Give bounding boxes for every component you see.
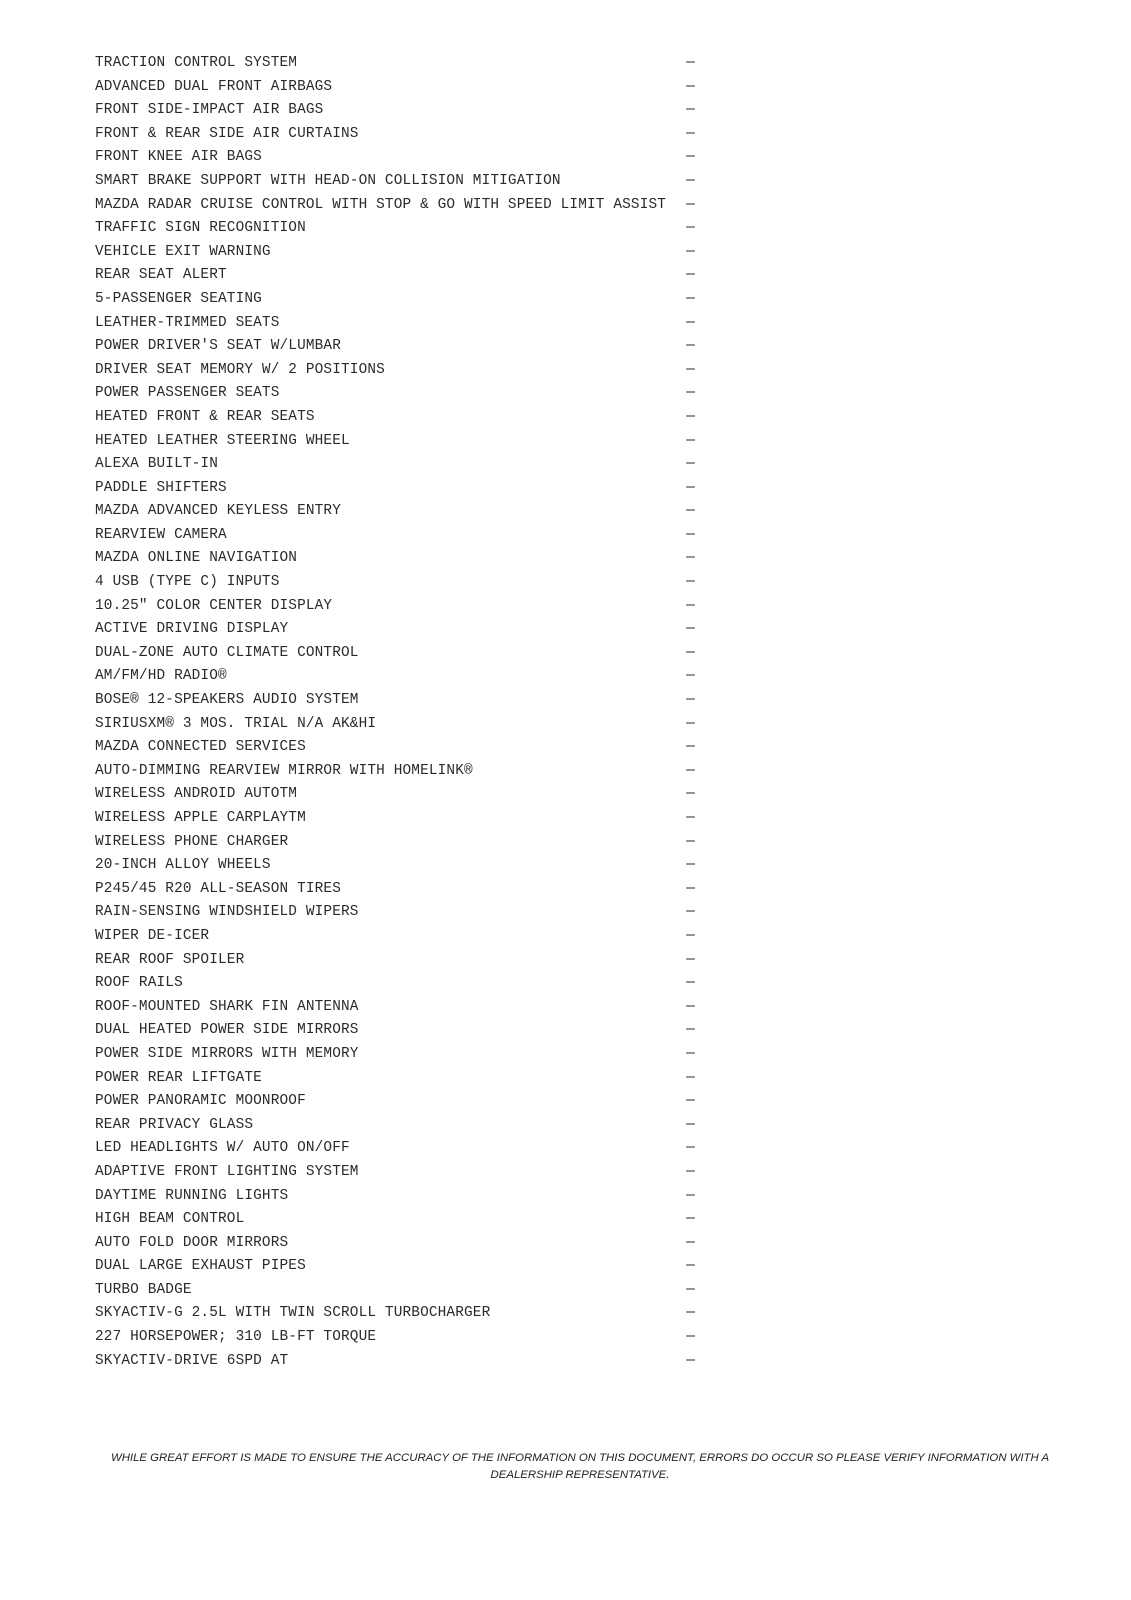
feature-name: REARVIEW CAMERA xyxy=(95,526,227,543)
feature-value: — xyxy=(686,172,695,189)
feature-name: PADDLE SHIFTERS xyxy=(95,479,227,496)
feature-value: — xyxy=(686,621,695,638)
feature-value: — xyxy=(686,314,695,331)
feature-name: WIRELESS APPLE CARPLAYTM xyxy=(95,810,306,826)
feature-row xyxy=(95,618,695,642)
feature-name: FRONT & REAR SIDE AIR CURTAINS xyxy=(95,125,359,142)
feature-row xyxy=(95,1185,695,1209)
feature-row xyxy=(95,1019,695,1043)
feature-value: — xyxy=(686,125,695,142)
feature-row xyxy=(95,736,695,760)
feature-value: — xyxy=(686,880,695,897)
feature-row xyxy=(95,1255,695,1279)
feature-name: 4 USB (TYPE C) INPUTS xyxy=(95,574,280,591)
feature-name: VEHICLE EXIT WARNING xyxy=(95,243,271,260)
feature-row xyxy=(95,1208,695,1232)
feature-name: MAZDA ADVANCED KEYLESS ENTRY xyxy=(95,503,342,520)
feature-value: — xyxy=(686,739,695,756)
feature-value: — xyxy=(686,668,695,685)
feature-row xyxy=(95,831,695,855)
feature-name: REAR PRIVACY GLASS xyxy=(95,1116,254,1133)
feature-value: — xyxy=(686,503,695,520)
feature-name: TRACTION CONTROL SYSTEM xyxy=(95,55,298,71)
feature-row xyxy=(95,665,695,689)
feature-name: MAZDA CONNECTED SERVICES xyxy=(95,739,306,756)
feature-name: WIPER DE-ICER xyxy=(95,927,210,944)
feature-row xyxy=(95,170,695,194)
feature-row xyxy=(95,1279,695,1303)
feature-row xyxy=(95,335,695,359)
feature-name: HEATED LEATHER STEERING WHEEL xyxy=(95,432,350,449)
feature-value: — xyxy=(686,1140,695,1157)
feature-value: — xyxy=(686,526,695,543)
feature-row xyxy=(95,1161,695,1185)
feature-name: P245/45 R20 ALL-SEASON TIRES xyxy=(95,880,342,897)
feature-name: DUAL-ZONE AUTO CLIMATE CONTROL xyxy=(95,644,359,661)
feature-value: — xyxy=(686,385,695,402)
feature-value: — xyxy=(686,786,695,803)
feature-row xyxy=(95,878,695,902)
feature-name: SKYACTIV-G 2.5L WITH TWIN SCROLL TURBOCHARGER xyxy=(95,1305,491,1322)
feature-name: REAR SEAT ALERT xyxy=(95,267,227,284)
feature-value: — xyxy=(686,408,695,425)
feature-name: WIRELESS PHONE CHARGER xyxy=(95,833,289,850)
feature-value: — xyxy=(686,692,695,709)
feature-row xyxy=(95,854,695,878)
feature-row xyxy=(95,760,695,784)
feature-value: — xyxy=(686,998,695,1015)
feature-row xyxy=(95,406,695,430)
feature-name: DRIVER SEAT MEMORY W/ 2 POSITIONS xyxy=(95,361,385,378)
feature-value: — xyxy=(686,361,695,378)
feature-name: POWER DRIVER'S SEAT W/LUMBAR xyxy=(95,338,342,355)
feature-value: — xyxy=(686,456,695,473)
feature-value: — xyxy=(686,1329,695,1346)
feature-name: TRAFFIC SIGN RECOGNITION xyxy=(95,220,306,237)
feature-row xyxy=(95,241,695,265)
feature-row xyxy=(95,996,695,1020)
feature-name: POWER REAR LIFTGATE xyxy=(95,1069,262,1086)
feature-name: BOSE® 12-SPEAKERS AUDIO SYSTEM xyxy=(95,692,359,709)
feature-value: — xyxy=(686,102,695,119)
feature-name: 20-INCH ALLOY WHEELS xyxy=(95,857,271,874)
feature-name: LEATHER-TRIMMED SEATS xyxy=(95,314,280,331)
feature-row xyxy=(95,52,695,76)
feature-row xyxy=(95,217,695,241)
feature-name: REAR ROOF SPOILER xyxy=(95,951,245,968)
disclaimer: WHILE GREAT EFFORT IS MADE TO ENSURE THE ACCURACY OF THE INFORMATION ON THIS DOCUMENT, ERRORS DO OCCUR SO PLEASE VERIFY INFORMATION WITH A DEALERSHIP REPRESENTATIVE. xyxy=(110,1452,1050,1481)
feature-value: — xyxy=(686,1305,695,1322)
feature-row xyxy=(95,1067,695,1091)
feature-name: HIGH BEAM CONTROL xyxy=(95,1211,245,1228)
feature-value: — xyxy=(686,1069,695,1086)
feature-row xyxy=(95,359,695,383)
feature-row xyxy=(95,807,695,831)
feature-value: — xyxy=(686,1116,695,1133)
feature-name: DAYTIME RUNNING LIGHTS xyxy=(95,1187,289,1204)
feature-row xyxy=(95,382,695,406)
feature-value: — xyxy=(686,432,695,449)
feature-row xyxy=(95,430,695,454)
feature-row xyxy=(95,901,695,925)
feature-value: — xyxy=(686,220,695,237)
feature-name: FRONT KNEE AIR BAGS xyxy=(95,149,262,166)
feature-name: 10.25" COLOR CENTER DISPLAY xyxy=(95,597,333,614)
feature-value: — xyxy=(686,267,695,284)
feature-value: — xyxy=(686,78,695,95)
feature-name: SMART BRAKE SUPPORT WITH HEAD-ON COLLISION MITIGATION xyxy=(95,172,561,189)
feature-value: — xyxy=(686,975,695,992)
feature-name: TURBO BADGE xyxy=(95,1281,192,1298)
feature-row xyxy=(95,1326,695,1350)
feature-row xyxy=(95,99,695,123)
feature-value: — xyxy=(686,644,695,661)
feature-row xyxy=(95,146,695,170)
feature-value: — xyxy=(686,338,695,355)
feature-name: 227 HORSEPOWER; 310 LB-FT TORQUE xyxy=(95,1329,377,1346)
feature-name: ACTIVE DRIVING DISPLAY xyxy=(95,621,289,638)
feature-value: — xyxy=(686,1187,695,1204)
feature-row xyxy=(95,547,695,571)
feature-name: AUTO-DIMMING REARVIEW MIRROR WITH HOMELINK® xyxy=(95,762,473,779)
feature-value: — xyxy=(686,927,695,944)
feature-value: — xyxy=(686,1281,695,1298)
feature-value: — xyxy=(686,951,695,968)
feature-value: — xyxy=(686,1258,695,1275)
feature-row xyxy=(95,500,695,524)
feature-row xyxy=(95,642,695,666)
feature-value: — xyxy=(686,1022,695,1039)
feature-name: HEATED FRONT & REAR SEATS xyxy=(95,408,315,425)
feature-name: POWER SIDE MIRRORS WITH MEMORY xyxy=(95,1045,359,1062)
feature-name: POWER PANORAMIC MOONROOF xyxy=(95,1093,306,1110)
feature-value: — xyxy=(686,810,695,826)
feature-row xyxy=(95,524,695,548)
feature-value: — xyxy=(686,1352,695,1369)
feature-name: FRONT SIDE-IMPACT AIR BAGS xyxy=(95,102,324,119)
feature-row xyxy=(95,925,695,949)
feature-row xyxy=(95,783,695,807)
feature-row xyxy=(95,1232,695,1256)
feature-row xyxy=(95,1302,695,1326)
feature-row xyxy=(95,949,695,973)
feature-name: RAIN-SENSING WINDSHIELD WIPERS xyxy=(95,904,359,921)
feature-value: — xyxy=(686,715,695,732)
feature-name: WIRELESS ANDROID AUTOTM xyxy=(95,786,298,803)
feature-value: — xyxy=(686,1093,695,1110)
feature-name: AM/FM/HD RADIO® xyxy=(95,668,227,685)
feature-row xyxy=(95,689,695,713)
feature-row xyxy=(95,123,695,147)
feature-value: — xyxy=(686,1211,695,1228)
feature-value: — xyxy=(686,833,695,850)
feature-name: SIRIUSXM® 3 MOS. TRIAL N/A AK&HI xyxy=(95,715,377,732)
feature-value: — xyxy=(686,597,695,614)
feature-row xyxy=(95,288,695,312)
feature-name: ADAPTIVE FRONT LIGHTING SYSTEM xyxy=(95,1163,359,1180)
feature-row xyxy=(95,1137,695,1161)
feature-name: DUAL LARGE EXHAUST PIPES xyxy=(95,1258,306,1275)
feature-value: — xyxy=(686,149,695,166)
feature-row xyxy=(95,713,695,737)
feature-list xyxy=(95,52,695,1373)
feature-row xyxy=(95,264,695,288)
feature-value: — xyxy=(686,1045,695,1062)
feature-row xyxy=(95,1090,695,1114)
feature-row xyxy=(95,76,695,100)
feature-name: MAZDA RADAR CRUISE CONTROL WITH STOP & GO WITH SPEED LIMIT ASSIST xyxy=(95,196,667,213)
feature-value: — xyxy=(686,550,695,567)
feature-name: POWER PASSENGER SEATS xyxy=(95,385,280,402)
feature-row xyxy=(95,972,695,996)
feature-row xyxy=(95,1043,695,1067)
feature-row xyxy=(95,1350,695,1374)
feature-value: — xyxy=(686,574,695,591)
feature-value: — xyxy=(686,55,695,71)
feature-row xyxy=(95,571,695,595)
feature-value: — xyxy=(686,196,695,213)
feature-name: AUTO FOLD DOOR MIRRORS xyxy=(95,1234,289,1251)
feature-row xyxy=(95,477,695,501)
feature-row xyxy=(95,1114,695,1138)
feature-value: — xyxy=(686,243,695,260)
feature-name: DUAL HEATED POWER SIDE MIRRORS xyxy=(95,1022,359,1039)
feature-value: — xyxy=(686,904,695,921)
feature-name: MAZDA ONLINE NAVIGATION xyxy=(95,550,298,567)
feature-name: LED HEADLIGHTS W/ AUTO ON/OFF xyxy=(95,1140,350,1157)
feature-value: — xyxy=(686,857,695,874)
feature-row xyxy=(95,453,695,477)
feature-name: 5-PASSENGER SEATING xyxy=(95,290,262,307)
feature-row xyxy=(95,194,695,218)
feature-name: ROOF RAILS xyxy=(95,975,183,992)
feature-row xyxy=(95,312,695,336)
feature-value: — xyxy=(686,1163,695,1180)
feature-name: ALEXA BUILT-IN xyxy=(95,456,219,473)
feature-name: ROOF-MOUNTED SHARK FIN ANTENNA xyxy=(95,998,359,1015)
feature-name: ADVANCED DUAL FRONT AIRBAGS xyxy=(95,78,333,95)
feature-value: — xyxy=(686,479,695,496)
feature-value: — xyxy=(686,290,695,307)
feature-row xyxy=(95,595,695,619)
feature-value: — xyxy=(686,762,695,779)
feature-name: SKYACTIV-DRIVE 6SPD AT xyxy=(95,1352,289,1369)
feature-value: — xyxy=(686,1234,695,1251)
